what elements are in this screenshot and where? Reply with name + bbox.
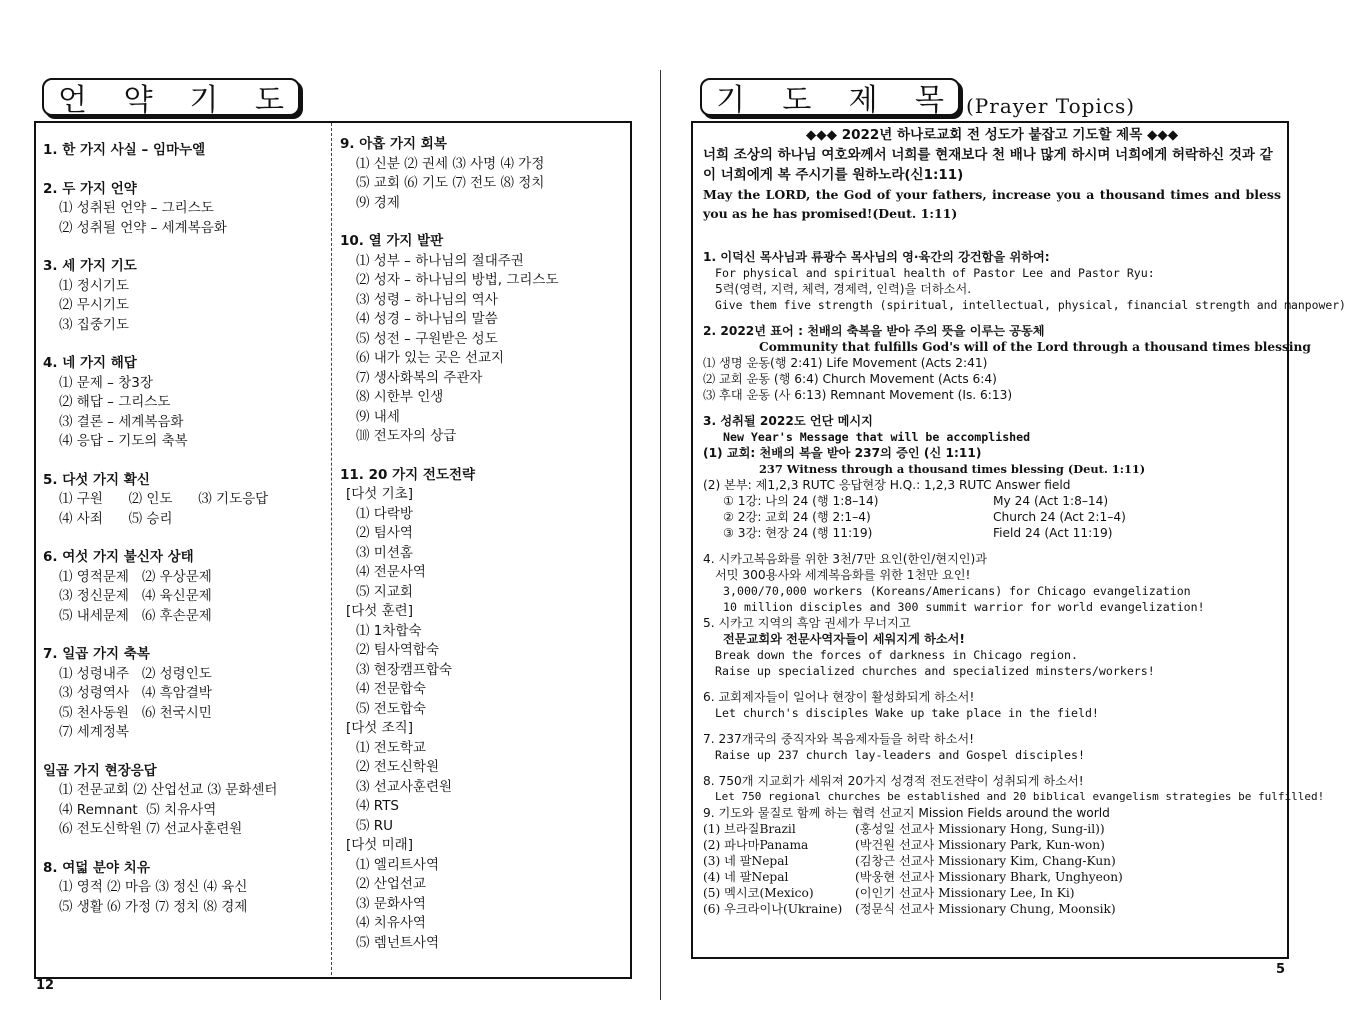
left-column-2 [340,135,626,972]
mission-row [703,821,1281,837]
spine-divider [660,70,661,1000]
section-heading: 10. 열 가지 발판 [340,233,444,249]
topic-line: Give them five strength (spiritual, intellectual, physical, financial strength and manpower) [715,298,1346,312]
section-item: ⑸ 전도합숙 [356,700,426,717]
topic-4 [703,551,1281,615]
section-item: ⑷ 전문합숙 [356,681,426,697]
section-item: ⑵ 팀사역 [356,525,413,541]
left-page-number: 12 [36,978,55,993]
topic-english: Community that fulfills God's will of the Lord through a thousand times blessing [759,340,1311,354]
section-item: ⑷ 사죄 ⑸ 승리 [59,510,173,527]
covenant-section [43,548,328,626]
mission-row [703,885,1281,901]
section-item: ⑴ 영적 ⑵ 마음 ⑶ 정신 ⑷ 육신 [59,879,248,895]
lecture-kor: ① 1강: 나의 24 (행 1:8–14) [723,494,879,508]
mission-country: (2) 파나마Panama [703,838,809,852]
lecture-row [703,493,1281,509]
topic-line: For physical and spiritual health of Pastor Lee and Pastor Ryu: [715,266,1155,280]
section-heading: 5. 다섯 가지 확신 [43,471,150,488]
topic-line: 전문교회와 전문사역자들이 세워지게 하소서! [723,632,965,646]
left-title-char: 도 [255,83,284,118]
verse-korean: 너희 조상의 하나님 여호와께서 너희를 현재보다 천 배나 많게 하시며 너희에게 허락하신 것과 같이 너희에게 복 주시기를 원하노라(신1:11) [703,147,1273,183]
left-title-box [42,78,300,116]
lecture-kor: ② 2강: 교회 24 (행 2:1–4) [723,510,871,524]
section-item: ⑵ 무시기도 [59,297,129,313]
topic-line: 10 million disciples and 300 summit warrior for world evangelization! [723,600,1205,614]
section-item: ⑴ 전도학교 [356,739,426,756]
left-column-1 [43,141,328,936]
lecture-kor: ③ 3강: 현장 24 (행 11:19) [723,526,873,540]
verse-english: May the LORD, the God of your fathers, increase you a thousand times and bless you as he has promised!(Deut. 1:11) [703,187,1281,221]
section-item: ⑴ 영적문제 ⑵ 우상문제 [59,568,212,585]
topic-line: (2) 본부: 제1,2,3 RUTC 응답현장 H.Q.: 1,2,3 RUTC Answer field [703,478,1071,492]
section-item: ⑵ 성취될 언약 – 세계복음화 [59,219,227,236]
section-item: ⑴ 1차합숙 [356,622,422,639]
section-item: ⑶ 정신문제 ⑷ 육신문제 [59,588,212,604]
topic-line: 237 Witness through a thousand times blessing (Deut. 1:11) [759,462,1146,476]
section-item: ⑴ 다락방 [356,505,413,522]
topic-line: Let church's disciples Wake up take place in the field! [715,706,1099,720]
topic-line: 5력(영력, 지력, 체력, 경제력, 인력)을 더하소서. [715,282,972,296]
topic-line: Break down the forces of darkness in Chicago region. [715,648,1078,662]
right-page-number: 5 [1276,962,1286,977]
section-item: ⑸ 내세문제 ⑹ 후손문제 [59,607,212,624]
section-heading: 9. 아홉 가지 회복 [340,136,447,152]
topic-line: 8. 750개 지교회가 세워져 20가지 성경적 전도전략이 성취되게 하소서! [703,774,1084,788]
lecture-row [703,509,1281,525]
covenant-section [43,471,328,530]
left-column-divider [331,123,332,975]
topic-line: 3,000/70,000 workers (Koreans/Americans) for Chicago evangelization [723,584,1191,598]
section-item: ⑵ 팀사역합숙 [356,642,439,658]
mission-missionary: (홍성일 선교사 Missionary Hong, Sung-il)) [855,822,1105,836]
covenant-section [340,135,626,213]
mission-missionary: (박건원 선교사 Missionary Park, Kun-won) [855,838,1105,852]
right-title-char: 도 [782,83,812,118]
mission-missionary: (김창근 선교사 Missionary Kim, Chang-Kun) [855,854,1116,868]
section-item: ⑷ RTS [356,798,400,814]
section-item: ⑶ 문화사역 [356,895,426,912]
mission-country: (3) 네 팔Nepal [703,854,789,868]
topic-heading: 3. 성취될 2022도 언단 메시지 [703,414,873,428]
mission-list [703,821,1281,917]
topic-8 [703,773,1325,821]
mission-country: (5) 멕시코(Mexico) [703,886,814,900]
section-item: ⑴ 성취된 언약 – 그리스도 [59,200,214,216]
topic-heading: 2. 2022년 표어 : 천배의 축복을 받아 주의 뜻을 이루는 공동체 [703,324,1045,338]
section-heading: 6. 여섯 가지 불신자 상태 [43,549,194,565]
section-item: ⑴ 정시기도 [59,277,129,294]
section-item: ⑷ 응답 – 기도의 축복 [59,433,188,449]
topic-line: ⑶ 후대 운동 (사 6:13) Remnant Movement (Is. 6:13) [703,388,1013,402]
topic-line: ⑵ 교회 운동 (행 6:4) Church Movement (Acts 6:4) [703,372,997,386]
section-item: ⑵ 성자 – 하나님의 방법, 그리스도 [356,272,559,288]
section-heading: 11. 20 가지 전도전략 [340,466,476,483]
year-header: ◆◆◆ 2022년 하나로교회 전 성도가 붙잡고 기도할 제목 ◆◆◆ [805,127,1179,143]
topic-line: 서밋 300용사와 세계복음화를 위한 1천만 요인! [715,568,971,582]
section-item: [다섯 미래] [346,837,413,853]
section-item: ⑺ 세계정복 [59,724,129,740]
section-heading: 8. 여덟 분야 치유 [43,859,150,876]
mission-row [703,869,1281,885]
mission-country: (6) 우크라이나(Ukraine) [703,902,843,916]
section-item: ⑸ 생활 ⑹ 가정 ⑺ 정치 ⑻ 경제 [59,898,248,915]
section-item: ⑴ 구원 ⑵ 인도 ⑶ 기도응답 [59,491,269,507]
covenant-section [43,859,328,918]
topic-line: Raise up 237 church lay-leaders and Gospel disciples! [715,748,1085,762]
section-item: ⑷ 성경 – 하나님의 말씀 [356,311,498,327]
section-item: ⑶ 집중기도 [59,316,129,333]
section-item: ⑹ 내가 있는 곳은 선교지 [356,350,505,366]
lecture-eng: My 24 (Act 1:8–14) [993,494,1109,508]
section-heading: 4. 네 가지 해답 [43,355,137,371]
covenant-section [43,354,328,452]
mission-missionary: (이인기 선교사 Missionary Lee, In Ki) [855,886,1075,900]
mission-missionary: (정문식 선교사 Missionary Chung, Moonsik) [855,902,1116,916]
topic-line: ⑴ 생명 운동(행 2:41) Life Movement (Acts 2:41) [703,356,988,370]
covenant-section [43,180,328,239]
covenant-section [340,466,626,954]
right-title-char: 제 [848,83,878,118]
right-title-char: 기 [716,83,745,118]
right-title-box [700,78,960,116]
topic-2 [703,323,1311,403]
mission-country: (1) 브라질Brazil [703,822,796,836]
section-item: ⑴ 전문교회 ⑵ 산업선교 ⑶ 문화센터 [59,782,278,798]
section-item: ⑷ 치유사역 [356,915,426,931]
section-heading: 7. 일곱 가지 축복 [43,646,150,662]
section-item: ⑶ 성령 – 하나님의 역사 [356,291,498,308]
section-item: ⑸ 성전 – 구원받은 성도 [356,330,498,347]
section-item: ⑴ 성부 – 하나님의 절대주권 [356,252,524,269]
mission-row [703,901,1281,917]
lecture-row [703,525,1281,541]
section-heading: 2. 두 가지 언약 [43,180,137,197]
topic-1 [703,249,1346,313]
section-item: ⑻ 시한부 인생 [356,389,444,405]
mission-missionary: (박웅현 선교사 Missionary Bhark, Unghyeon) [855,870,1123,884]
section-heading: 일곱 가지 현장응답 [43,762,157,779]
covenant-section [340,232,626,447]
section-item: ⑸ 렘넌트사역 [356,934,439,951]
left-title-char: 언 [58,83,87,118]
section-item: ⑵ 산업선교 [356,876,426,892]
topic-line: 4. 시카고복음화를 위한 3천/7만 요인(한인/현지인)과 [703,552,988,566]
section-item: ⑽ 전도자의 상급 [356,428,457,444]
section-item: ⑼ 경제 [356,194,400,211]
section-item: ⑶ 선교사훈련원 [356,778,453,795]
topic-english: New Year's Message that will be accomplished [723,430,1031,444]
covenant-section [43,762,328,840]
lecture-eng: Field 24 (Act 11:19) [993,526,1113,540]
topic-line: 5. 시카고 지역의 흑암 권세가 무너지고 [703,616,911,630]
section-item: ⑺ 생사화복의 주관자 [356,369,483,386]
section-item: ⑶ 결론 – 세계복음화 [59,413,184,430]
section-item: ⑴ 성령내주 ⑵ 성령인도 [59,665,212,682]
mission-row [703,853,1281,869]
section-item: [다섯 조직] [346,720,413,736]
mission-country: (4) 네 팔Nepal [703,870,789,884]
left-title-char: 기 [189,83,219,118]
topic-3 [703,413,1281,541]
section-item: ⑼ 내세 [356,408,400,425]
prayer-topics-content [703,126,1346,917]
prayer-topics-subtitle: (Prayer Topics) [966,94,1136,118]
section-item: ⑵ 해답 – 그리스도 [59,394,171,410]
section-item: ⑹ 전도신학원 ⑺ 선교사훈련원 [59,821,243,837]
topic-6 [703,689,1281,721]
topic-line: (1) 교회: 천배의 복을 받아 237의 증인 (신 1:11) [703,446,982,460]
section-item: [다섯 훈련] [346,603,413,619]
mission-row [703,837,1281,853]
section-heading: 1. 한 가지 사실 – 임마누엘 [43,142,206,158]
section-item: ⑴ 문제 – 창3장 [59,374,153,391]
right-title-char: 목 [914,83,944,118]
topic-heading: 1. 이덕신 목사님과 류광수 목사님의 영·육간의 강건함을 위하여: [703,250,1050,264]
topic-line: Raise up specialized churches and specialized minsters/workers! [715,664,1155,678]
section-item: ⑶ 현장캠프합숙 [356,661,453,678]
section-heading: 3. 세 가지 기도 [43,258,137,274]
topic-7 [703,731,1281,763]
covenant-section [43,141,328,161]
lecture-eng: Church 24 (Act 2:1–4) [993,510,1126,524]
topic-5 [703,615,1281,679]
section-item: ⑶ 성령역사 ⑷ 흑암결박 [59,685,212,701]
section-item: ⑴ 신분 ⑵ 권세 ⑶ 사명 ⑷ 가정 [356,155,545,172]
left-title-char: 약 [123,83,153,118]
section-item: [다섯 기초] [346,486,413,502]
section-item: ⑵ 전도신학원 [356,759,439,775]
section-item: ⑷ 전문사역 [356,564,426,580]
topic-line: 7. 237개국의 중직자와 복음제자들을 허락 하소서! [703,732,975,746]
covenant-section [43,645,328,743]
topic-line: 9. 기도와 물질로 함께 하는 협력 선교지 Mission Fields around the world [703,806,1110,820]
topic-line: Let 750 regional churches be established and 20 biblical evangelism strategies be fulfilled! [715,790,1325,803]
section-item: ⑷ Remnant ⑸ 치유사역 [59,801,217,818]
section-item: ⑴ 엘리트사역 [356,856,439,873]
topic-line: 6. 교회제자들이 일어나 현장이 활성화되게 하소서! [703,690,975,704]
section-item: ⑸ 천사동원 ⑹ 천국시민 [59,704,212,721]
section-item: ⑶ 미션홈 [356,544,413,561]
covenant-section [43,257,328,335]
section-item: ⑸ RU [356,817,394,834]
section-item: ⑸ 교회 ⑹ 기도 ⑺ 전도 ⑻ 정치 [356,175,545,191]
section-item: ⑸ 지교회 [356,583,413,600]
